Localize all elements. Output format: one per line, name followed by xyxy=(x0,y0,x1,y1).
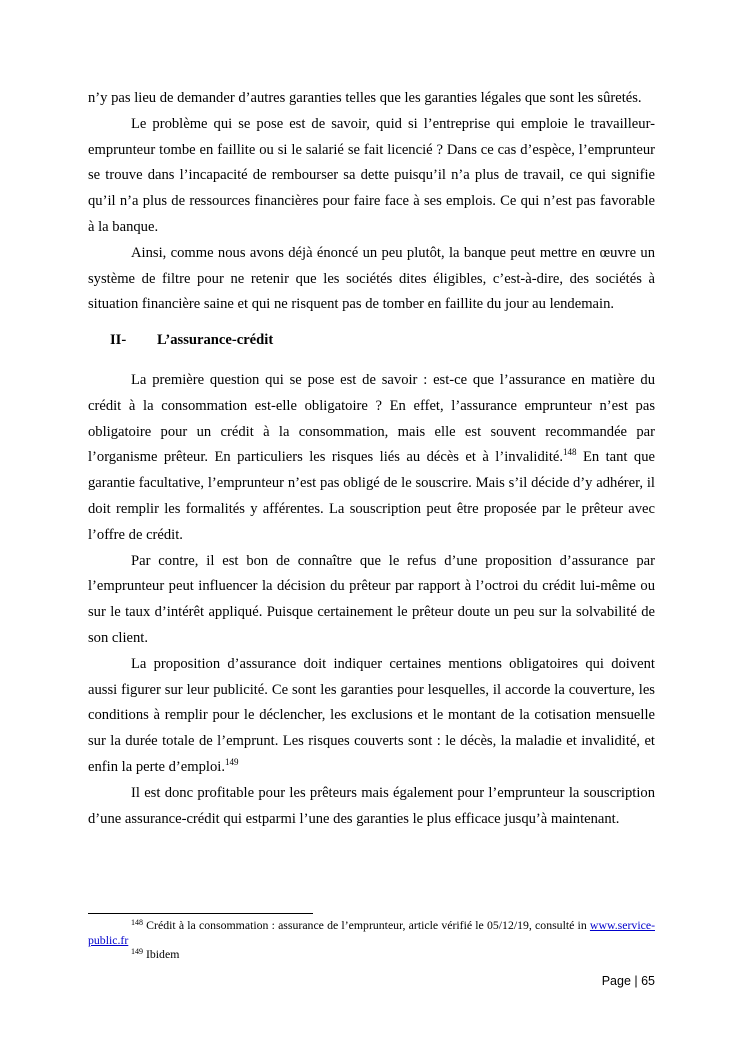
paragraph-text: En tant que garantie facultative, l’emprunteur n’est pas obligé de le souscrire. Mais s’il décide d’y adhérer, il doit remplir les formalités y afférentes. La souscription peut être proposée par le prêteur avec l’offre de crédit. xyxy=(88,449,655,543)
footnote-number: 149 xyxy=(131,947,143,956)
footnote-link[interactable]: www.service-public.fr xyxy=(88,918,655,947)
page-number: Page | 65 xyxy=(601,974,655,988)
paragraph xyxy=(88,652,655,781)
section-title: L’assurance-crédit xyxy=(157,332,274,349)
paragraph-text: La première question qui se pose est de savoir : est-ce que l’assurance en matière du crédit à la consommation est-elle obligatoire ? En effet, l’assurance emprunteur n’est pas obligatoire pour un crédit à la consommation, mais elle est souvent recommandée par l’organisme prêteur. En particuliers les risques liés au décès et à l’invalidité. xyxy=(88,371,655,466)
footnote-text: Ibidem xyxy=(143,947,180,961)
footnote xyxy=(88,918,655,947)
paragraph: n’y pas lieu de demander d’autres garanties telles que les garanties légales que sont les sûretés. xyxy=(88,90,642,106)
paragraph-text: La proposition d’assurance doit indiquer certaines mentions obligatoires qui doivent aussi figurer sur leur publicité. Ce sont les garanties pour lesquelles, il accorde la couverture, les conditions à remplir pour le déclencher, les exclusions et le montant de la cotisation mensuelle sur la durée totale de l’emprunt. Les risques couverts sont : le décès, la maladie et invalidité, et enfin la perte d’emploi. xyxy=(88,655,655,775)
paragraph: Le problème qui se pose est de savoir, quid si l’entreprise qui emploie le travailleur-emprunteur tombe en faillite ou si le salarié se fait licencié ? Dans ce cas d’espèce, l’emprunteur se trouve dans l’incapacité de rembourser sa dette puisqu’il n’a plus de travail, ce qui signifie qu’il n’a plus de ressources financières pour faire face à ses emplois. Ce qui n’est pas favorable à la banque. xyxy=(88,115,655,235)
footnote-ref[interactable]: 148 xyxy=(563,447,577,458)
paragraph: Par contre, il est bon de connaître que le refus d’une proposition d’assurance par l’emprunteur peut influencer la décision du prêteur par rapport à l’octroi du crédit lui-même ou sur le taux d’intérêt appliqué. Puisque certainement le prêteur doute un peu sur la solvabilité de son client. xyxy=(88,552,655,646)
paragraph: Ainsi, comme nous avons déjà énoncé un peu plutôt, la banque peut mettre en œuvre un système de filtre pour ne retenir que les sociétés dites éligibles, c’est-à-dire, des sociétés à situation financière saine et qui ne risquent pas de tomber en faillite du jour au lendemain. xyxy=(88,244,655,313)
section-number: II- xyxy=(110,332,127,349)
footnote xyxy=(88,947,655,962)
paragraph xyxy=(88,368,655,549)
footnotes xyxy=(88,918,655,962)
footnote-number: 148 xyxy=(131,918,143,927)
footnote-text: Crédit à la consommation : assurance de l’emprunteur, article vérifié le 05/12/19, consulté in xyxy=(143,918,590,932)
body-text xyxy=(88,86,655,832)
footnote-separator xyxy=(88,913,313,914)
footnote-ref[interactable]: 149 xyxy=(224,756,239,767)
section-heading xyxy=(88,328,655,354)
paragraph: Il est donc profitable pour les prêteurs mais également pour l’emprunteur la souscription d’une assurance-crédit qui estparmi l’une des garanties le plus efficace jusqu’à maintenant. xyxy=(88,784,655,827)
